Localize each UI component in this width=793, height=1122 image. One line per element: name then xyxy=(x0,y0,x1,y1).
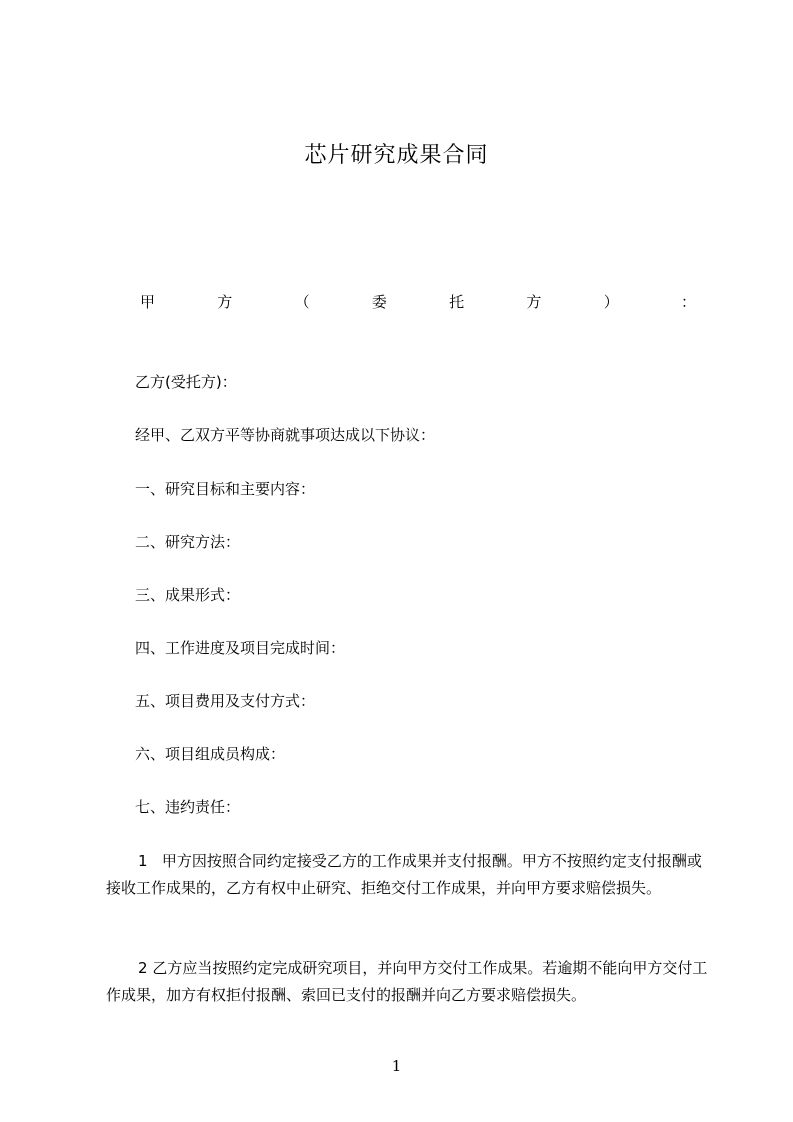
party-a-line xyxy=(140,290,696,314)
page-number: 1 xyxy=(391,1057,402,1075)
section-heading: 一、研究目标和主要内容： xyxy=(135,480,316,498)
party-a-char: 方 xyxy=(217,293,233,311)
party-a-char: ： xyxy=(680,293,696,311)
party-b-line: 乙方(受托方)： xyxy=(135,373,237,391)
party-a-char: 方 xyxy=(526,293,542,311)
clause-number: 1 xyxy=(138,852,148,870)
preamble: 经甲、乙双方平等协商就事项达成以下协议： xyxy=(135,426,436,444)
section-heading: 三、成果形式： xyxy=(135,586,241,604)
section-heading: 四、工作进度及项目完成时间： xyxy=(135,639,346,657)
section-heading: 五、项目费用及支付方式： xyxy=(135,692,316,710)
party-a-char: ） xyxy=(603,293,619,311)
clause-number: 2 xyxy=(138,959,148,977)
clause-text: 乙方应当按照约定完成研究项目，并向甲方交付工作成果。若逾期不能向甲方交付工作成果，加方有权拒付报酬、索回已支付的报酬并向乙方要求赔偿损失。 xyxy=(106,959,708,1004)
party-a-char: 甲 xyxy=(140,293,156,311)
party-a-char: 托 xyxy=(449,293,465,311)
party-a-char: 委 xyxy=(371,293,387,311)
section-heading: 二、研究方法： xyxy=(135,533,241,551)
clause-paragraph xyxy=(106,848,711,902)
party-a-char: （ xyxy=(294,293,310,311)
section-heading: 七、违约责任： xyxy=(135,798,241,816)
clause-text: 甲方因按照合同约定接受乙方的工作成果并支付报酬。甲方不按照约定支付报酬或接收工作成果的，乙方有权中止研究、拒绝交付工作成果，并向甲方要求赔偿损失。 xyxy=(106,852,702,897)
clause-paragraph xyxy=(106,955,711,1009)
section-heading: 六、项目组成员构成： xyxy=(135,745,286,763)
document-title: 芯片研究成果合同 xyxy=(304,143,489,168)
